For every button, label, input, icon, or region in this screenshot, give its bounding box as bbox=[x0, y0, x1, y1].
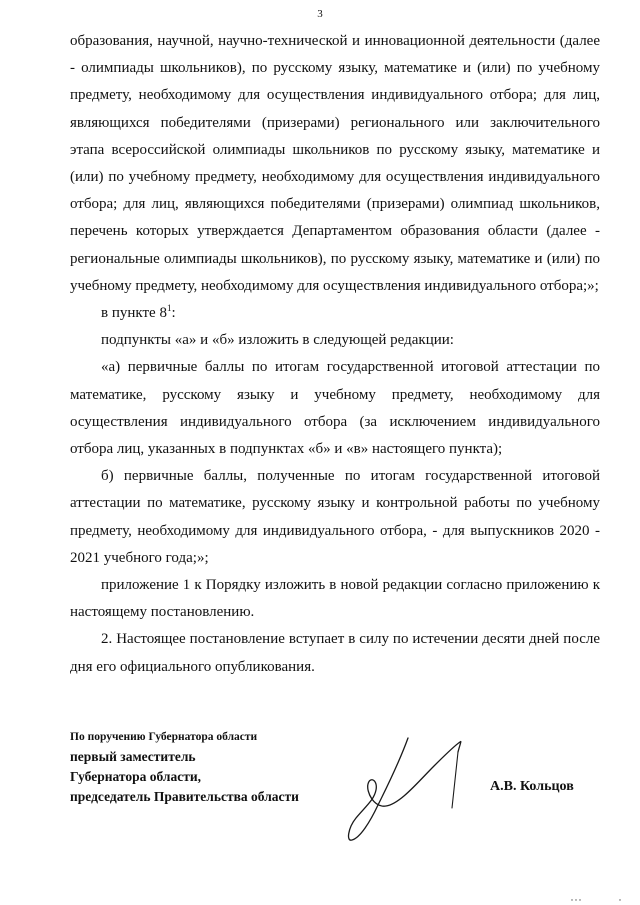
paragraph-subpoints: подпункты «а» и «б» изложить в следующей редакции: bbox=[101, 332, 454, 349]
paragraph-appendix: приложение 1 к Порядку изложить в новой редакции согласно приложению к настоящему постановлению. bbox=[70, 577, 600, 621]
point-suffix: : bbox=[171, 305, 176, 322]
paragraph-continuation: образования, научной, научно-технической и инновационной деятельности (далее - олимпиады школьников), по русскому языку, математике и (или) по учебному предмету, необходимому для осуществления индивидуального отбора; для лиц, являющихся победителями (призерами) регионального или заключительного этапа всероссийской олимпиады школьников по русскому языку, математике и (или) по учебному предмету, необходимому для осуществления индивидуального отбора; для лиц, являющихся победителями (призерами) олимпиад школьников, перечень которых утверждается Департаментом образования области (далее - региональные олимпиады школьников), по русскому языку, математике и (или) по учебному предмету, необходимому для осуществления индивидуального отбора;»; bbox=[70, 33, 600, 294]
paragraph-point-8-1 bbox=[70, 300, 600, 327]
signature-line-2: первый заместитель bbox=[70, 749, 196, 764]
signature-line-3: Губернатора области, bbox=[70, 769, 201, 784]
page-number: 3 bbox=[317, 8, 323, 20]
document-body bbox=[70, 28, 600, 681]
signature-block bbox=[70, 728, 299, 807]
point-superscript: 1 bbox=[166, 303, 172, 314]
paragraph-effective-date: 2. Настоящее постановление вступает в силу по истечении десяти дней после дня его официального опубликования. bbox=[70, 631, 600, 675]
paragraph-subpoint-b: б) первичные баллы, полученные по итогам государственной итоговой аттестации по математике, русскому языку и контрольной работы по учебному предмету, необходимому для индивидуального отбора, - для выпускников 2020 - 2021 учебного года;»; bbox=[70, 468, 600, 566]
signature-line-4: председатель Правительства области bbox=[70, 789, 299, 804]
signer-name: А.В. Кольцов bbox=[490, 779, 574, 794]
signature-line-1: По поручению Губернатора области bbox=[70, 731, 258, 743]
scan-marks bbox=[570, 896, 630, 904]
point-text: в пункте 8 bbox=[101, 305, 167, 322]
paragraph-subpoint-a: «а) первичные баллы по итогам государственной итоговой аттестации по математике, русскому языку и учебному предмету, необходимому для осуществления индивидуального отбора (за исключением индивидуального отбора лиц, указанных в подпунктах «б» и «в» настоящего пункта); bbox=[70, 359, 600, 458]
handwritten-signature bbox=[330, 730, 490, 845]
